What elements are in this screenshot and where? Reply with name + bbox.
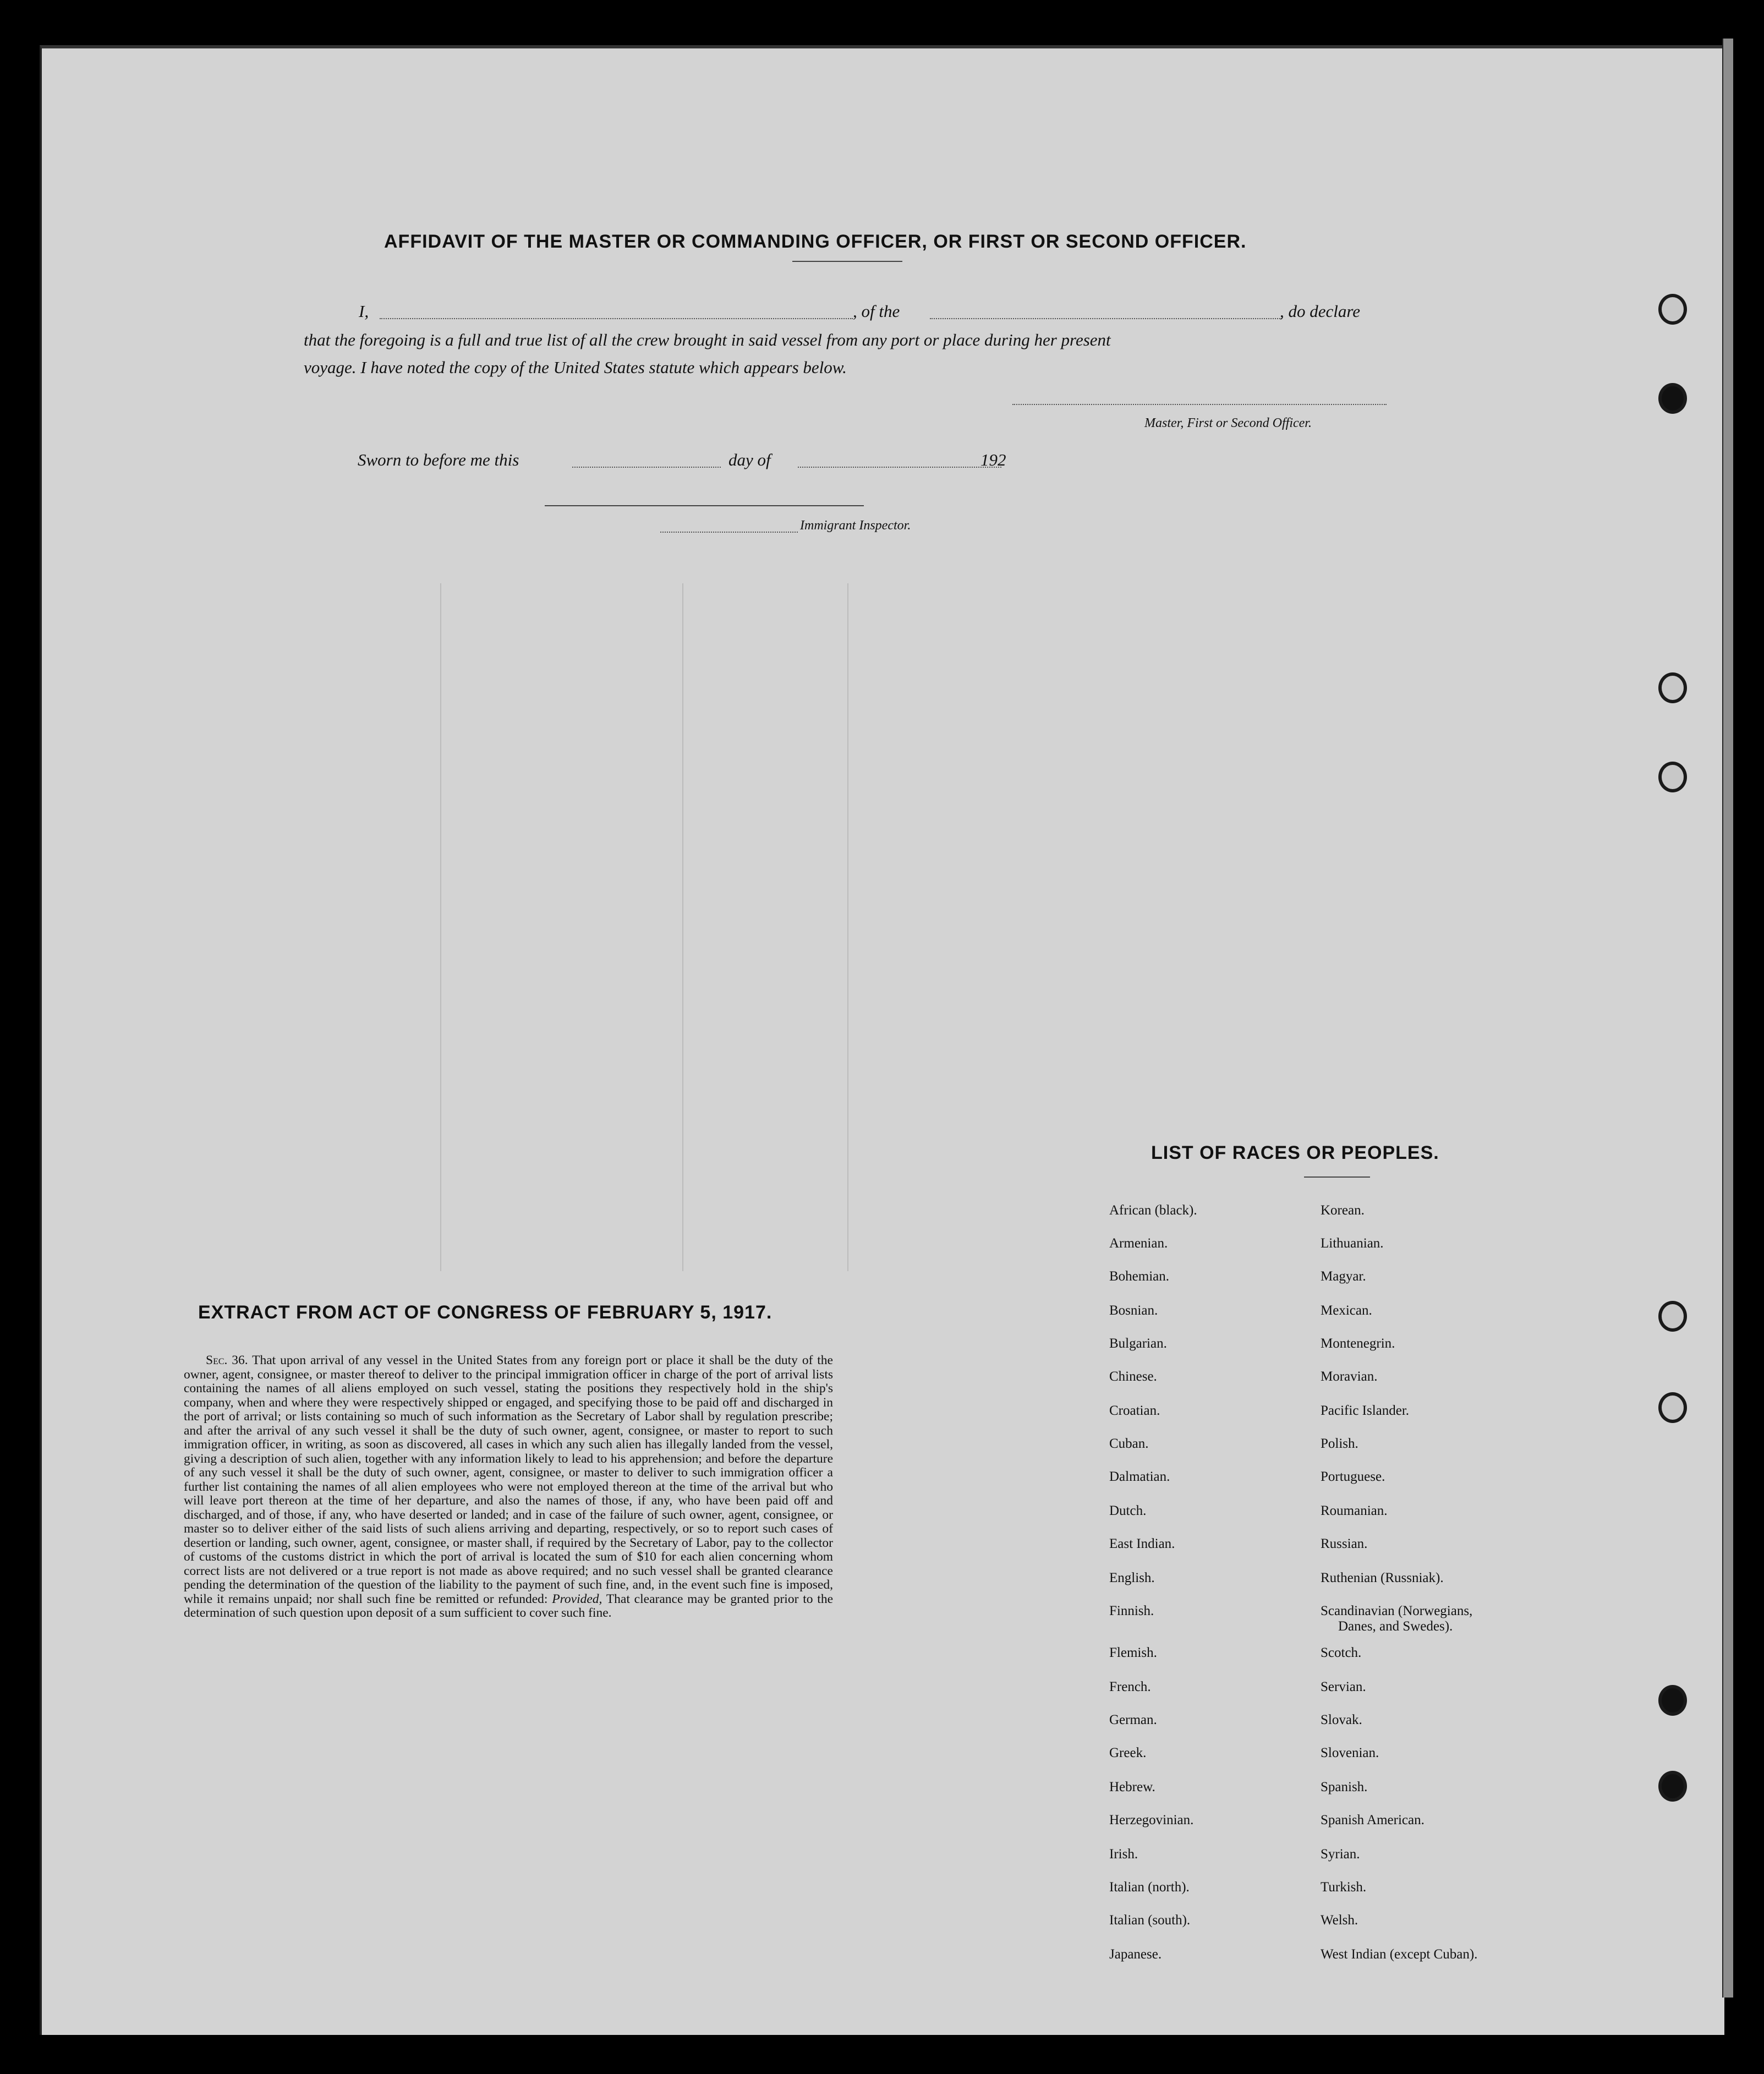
inspector-caption: Immigrant Inspector. [800,518,911,533]
race-left-item: Dalmatian. [1109,1469,1170,1484]
binder-hole [1658,1771,1687,1802]
race-left-item: Irish. [1109,1847,1138,1862]
affidavit-title: AFFIDAVIT OF THE MASTER OR COMMANDING OFFICER, OR FIRST OR SECOND OFFICER. [384,231,1247,252]
binder-hole [1658,383,1687,414]
race-right-item: Slovenian. [1321,1745,1379,1760]
race-right-item: Turkish. [1321,1880,1367,1895]
affidavit-of-the: , of the [853,302,900,321]
race-right-item: Portuguese. [1321,1469,1385,1484]
race-left-item: English. [1109,1570,1155,1585]
race-right-item: Spanish. [1321,1780,1368,1794]
race-left-item: Dutch. [1109,1503,1147,1518]
race-left-item: Japanese. [1109,1947,1162,1962]
section-text: That upon arrival of any vessel in the United States from any foreign port or place it shall be the duty of the owner, agent, consignee, or master thereof to deliver to the principal immigration officer in charge of the port of arrival lists containing the names of all aliens employed on such vessel, stating the positions they respectively hold in the ship's company, when and where they were respectively shipped or engaged, and specifying those to be paid off and discharged in the port of arrival; or lists containing so much of such information as the Secretary of Labor shall by regulation prescribe; and after the arrival of any such vessel it shall be the duty of such owner, agent, consignee, or master to report to such immigration officer, in writing, as soon as discovered, all cases in which any such alien has illegally landed from the vessel, giving a description of such alien, together with any information likely to lead to his apprehension; and before the departure of any such vessel it shall be the duty of such owner, agent, consignee, or master to deliver to such immigration officer a further list containing the names of all alien employees who were not employed thereon at the time of the arrival but who will leave port thereon at the time of her departure, and also the names of those, if any, who have been paid off and discharged, and of those, if any, who have deserted or landed; and in case of the failure of such owner, agent, consignee, or master so to deliver either of the said lists of such aliens arriving and departing, respectively, or so to report such cases of desertion or landing, such owner, agent, consignee, or master shall, if required by the Secretary of Labor, pay to the collector of customs of the customs district in which the port of arrival is located the sum of $10 for each alien concerning whom correct lists are not delivered or a true report is not made as above required; and no such vessel shall be granted clearance pending the determination of the question of the liability to the payment of such fine, and, in the event such fine is imposed, while it remains unpaid; nor shall such fine be remitted or refunded: [184,1353,833,1606]
race-left-item: Hebrew. [1109,1780,1155,1794]
sworn-day-blank[interactable] [572,467,721,468]
race-right-item: Mexican. [1321,1303,1372,1318]
race-left-item: German. [1109,1712,1157,1727]
affidavit-declare: , do declare [1280,302,1361,321]
race-right-item: Lithuanian. [1321,1236,1384,1251]
binder-hole [1658,294,1687,325]
race-left-item: Cuban. [1109,1436,1149,1451]
inspector-blank[interactable] [660,532,798,533]
race-left-item: Finnish. [1109,1604,1154,1618]
race-right-item: Montenegrin. [1321,1336,1395,1351]
race-right-item: Roumanian. [1321,1503,1388,1518]
race-right-item: Scotch. [1321,1645,1362,1660]
race-right-item: Pacific Islander. [1321,1403,1410,1418]
page-edge [1722,39,1733,1998]
race-right-item: West Indian (except Cuban). [1321,1947,1478,1962]
race-right-item: Korean. [1321,1203,1365,1218]
binder-hole [1658,1301,1687,1332]
name-blank[interactable] [380,318,853,319]
affidavit-line-3: voyage. I have noted the copy of the United States statute which appears below. [304,358,847,377]
race-left-item: African (black). [1109,1203,1197,1218]
extract-body [184,1354,833,1621]
affidavit-i: I, [359,302,369,321]
provided-text: That clearance may be granted prior to the determination of such question upon deposit of a sum sufficient to cover such fine. [184,1591,833,1620]
race-right-item: Moravian. [1321,1369,1378,1384]
race-left-item: Croatian. [1109,1403,1160,1418]
sworn-day-of: day of [728,450,771,469]
binder-hole [1658,1392,1687,1423]
races-underline [1304,1176,1370,1178]
extract-title: EXTRACT FROM ACT OF CONGRESS OF FEBRUARY 5, 1917. [198,1302,773,1323]
section-label: Sec. 36. [206,1353,248,1367]
inspector-line [545,505,864,506]
race-right-item: Welsh. [1321,1913,1358,1928]
race-right-item: Syrian. [1321,1847,1360,1862]
race-left-item: French. [1109,1679,1151,1694]
signature-blank[interactable] [1012,404,1387,405]
race-left-item: Greek. [1109,1745,1147,1760]
affidavit-line-2: that the foregoing is a full and true list of all the crew brought in said vessel from any port or place during her present [304,330,1111,349]
title-underline [792,261,902,262]
race-right-item: Servian. [1321,1679,1366,1694]
race-right-item: Scandinavian (Norwegians, [1321,1604,1473,1618]
provided-label: Provided, [552,1591,602,1606]
binder-hole [1658,1685,1687,1716]
race-left-item: Herzegovinian. [1109,1813,1194,1827]
column-line [682,583,683,1271]
races-title: LIST OF RACES OR PEOPLES. [1151,1142,1439,1163]
race-left-item: Bulgarian. [1109,1336,1167,1351]
race-right-item: Spanish American. [1321,1813,1425,1827]
race-item-continued: Danes, and Swedes). [1338,1619,1453,1634]
race-left-item: Bosnian. [1109,1303,1158,1318]
column-line [847,583,848,1271]
sworn-month-blank[interactable] [798,467,1001,468]
sworn-prefix: Sworn to before me this [358,450,519,469]
binder-hole [1658,672,1687,703]
vessel-blank[interactable] [930,318,1282,319]
sworn-year: 192 [980,450,1006,469]
race-left-item: Armenian. [1109,1236,1168,1251]
race-left-item: Bohemian. [1109,1269,1170,1284]
race-left-item: Italian (south). [1109,1913,1191,1928]
binder-hole [1658,762,1687,792]
race-right-item: Magyar. [1321,1269,1366,1284]
race-right-item: Ruthenian (Russniak). [1321,1570,1444,1585]
race-left-item: Italian (north). [1109,1880,1190,1895]
race-left-item: Chinese. [1109,1369,1157,1384]
race-right-item: Polish. [1321,1436,1358,1451]
column-line [440,583,441,1271]
signer-caption: Master, First or Second Officer. [1144,416,1312,430]
race-right-item: Russian. [1321,1536,1368,1551]
race-left-item: Flemish. [1109,1645,1157,1660]
race-left-item: East Indian. [1109,1536,1175,1551]
race-right-item: Slovak. [1321,1712,1362,1727]
